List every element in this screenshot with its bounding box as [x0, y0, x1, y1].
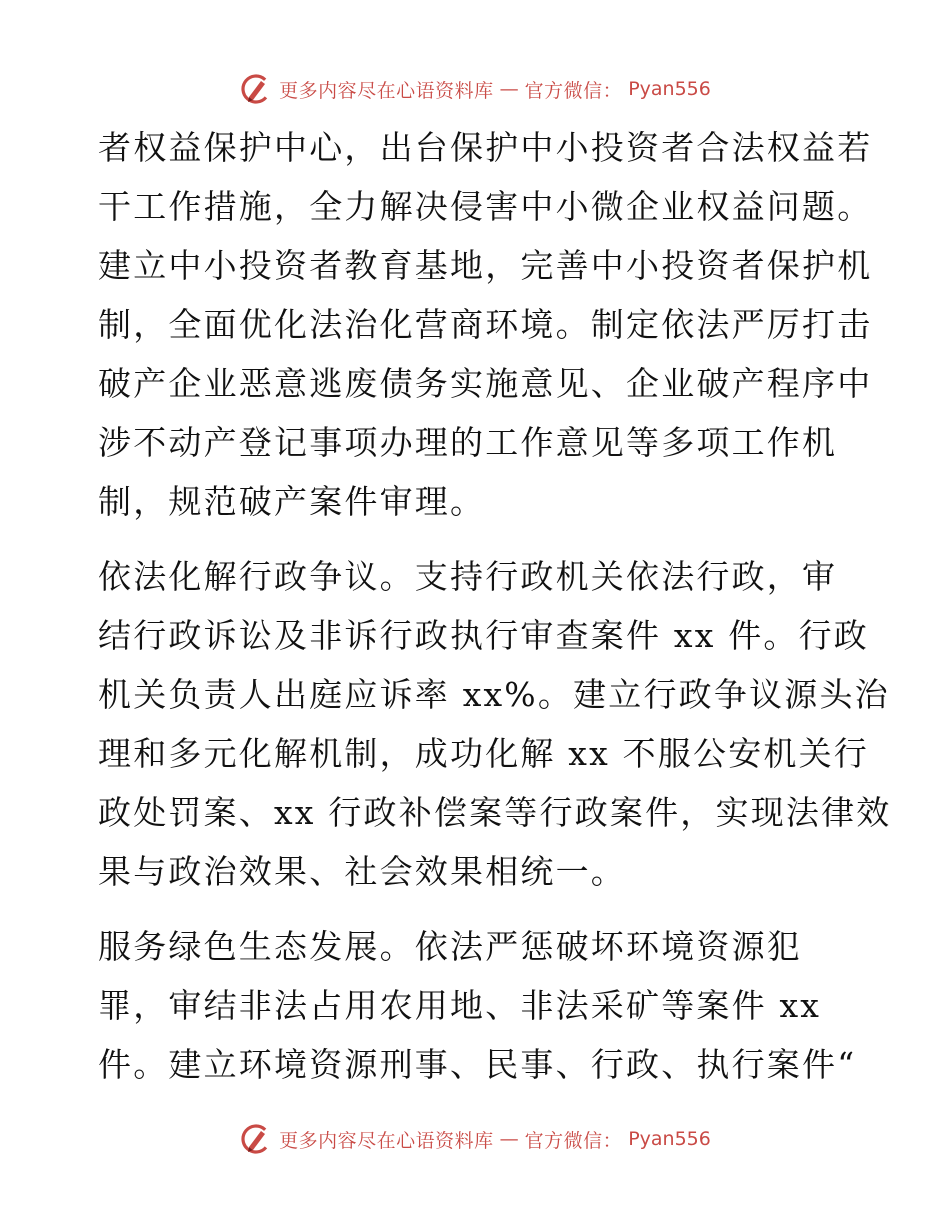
- document-body: [98, 118, 892, 1094]
- watermark-suffix: 官方微信：: [524, 79, 623, 102]
- watermark-handle: Pyan556: [628, 1128, 711, 1150]
- paragraph-2: [98, 547, 892, 901]
- text-line: 政处罚案、xx 行政补偿案等行政案件，实现法律效: [98, 793, 892, 832]
- watermark-text: 更多内容尽在心语资料库: [279, 79, 494, 102]
- text-line: 涉不动产登记事项办理的工作意见等多项工作机: [98, 423, 838, 462]
- text-line: 制，全面优化法治化营商环境。制定依法严厉打击: [98, 305, 873, 344]
- text-line: 结行政诉讼及非诉行政执行审查案件 xx 件。行政: [98, 616, 870, 655]
- footer-watermark: [0, 1122, 950, 1156]
- watermark-suffix: 官方微信：: [524, 1129, 623, 1152]
- pen-circle-logo-icon: [239, 72, 273, 106]
- text-line: 建立中小投资者教育基地，完善中小投资者保护机: [98, 246, 873, 285]
- paragraph-3: [98, 917, 858, 1094]
- text-line: 理和多元化解机制，成功化解 xx 不服公安机关行: [98, 734, 870, 773]
- text-line: 机关负责人出庭应诉率 xx%。建立行政争议源头治: [98, 675, 890, 714]
- pen-circle-logo-icon: [239, 1122, 273, 1156]
- text-line: 者权益保护中心，出台保护中小投资者合法权益若: [98, 128, 873, 167]
- text-line: 破产企业恶意逃废债务实施意见、企业破产程序中: [98, 364, 873, 403]
- text-line: 件。建立环境资源刑事、民事、行政、执行案件“: [98, 1045, 857, 1084]
- text-line: 果与政治效果、社会效果相统一。: [98, 852, 626, 891]
- text-line: 罪，审结非法占用农用地、非法采矿等案件 xx: [98, 986, 822, 1025]
- header-watermark: [0, 72, 950, 106]
- text-line: 干工作措施，全力解决侵害中小微企业权益问题。: [98, 187, 873, 226]
- text-line: 制，规范破产案件审理。: [98, 482, 486, 521]
- watermark-separator: —: [499, 1128, 519, 1150]
- watermark-handle: Pyan556: [628, 78, 711, 100]
- paragraph-1: [98, 118, 873, 531]
- text-line: 服务绿色生态发展。依法严惩破坏环境资源犯: [98, 927, 802, 966]
- watermark-text: 更多内容尽在心语资料库: [279, 1129, 494, 1152]
- watermark-separator: —: [499, 78, 519, 100]
- text-line: 依法化解行政争议。支持行政机关依法行政，审: [98, 557, 838, 596]
